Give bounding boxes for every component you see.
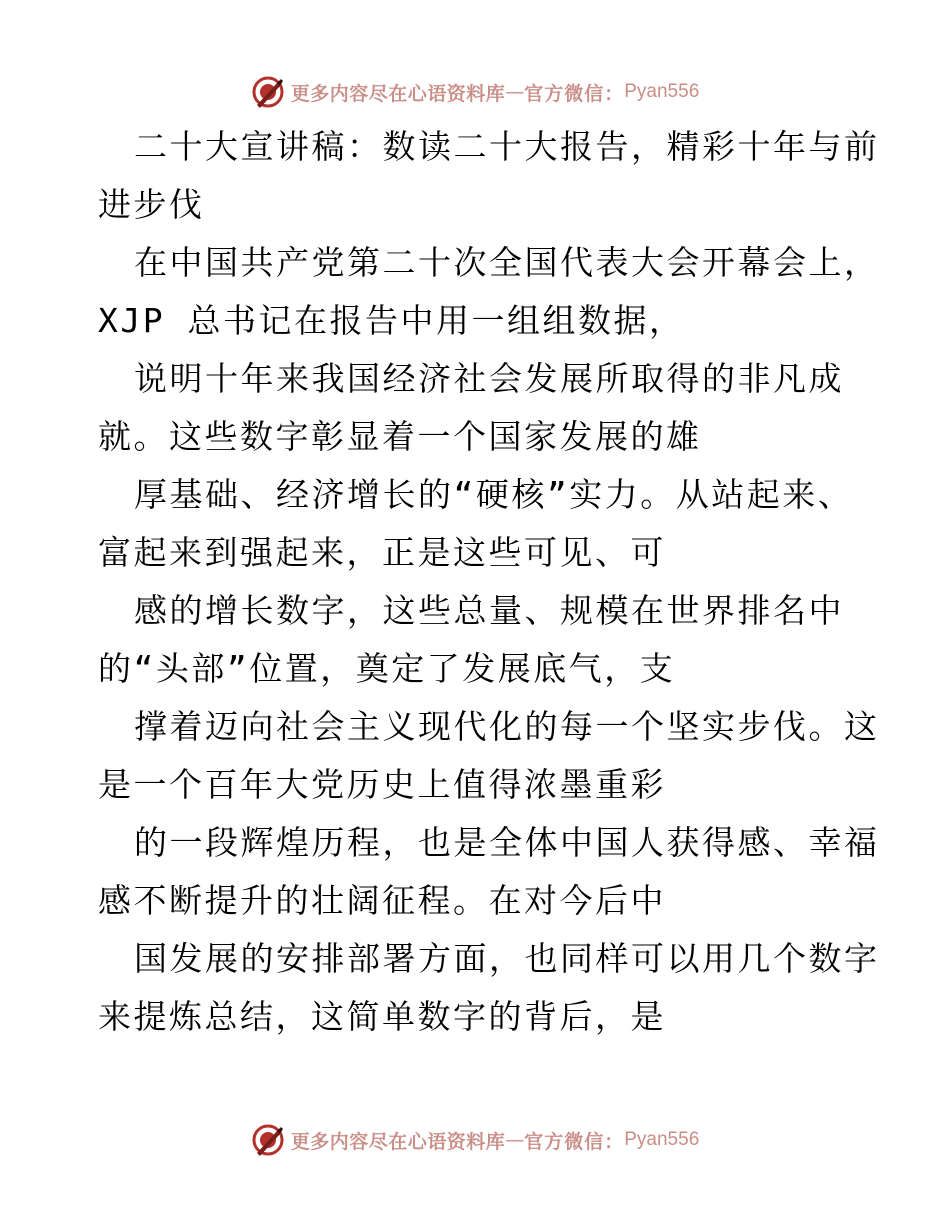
text-line: 国发展的安排部署方面，也同样可以用几个数字 <box>134 939 880 978</box>
text-line: 厚基础、经济增长的“硬核”实力。从站起来、 <box>134 475 854 514</box>
header-banner <box>0 72 950 112</box>
text-line: 来提炼总结，这简单数字的背后，是 <box>98 997 666 1036</box>
text-line: 是一个百年大党历史上值得浓墨重彩 <box>98 765 666 804</box>
footer-banner <box>0 1120 950 1160</box>
pen-circle-logo-icon <box>251 1123 285 1157</box>
text-line: 在中国共产党第二十次全国代表大会开幕会上， <box>134 243 880 282</box>
text-line: 感的增长数字，这些总量、规模在世界排名中 <box>134 591 844 630</box>
text-line: 的一段辉煌历程，也是全体中国人获得感、幸福 <box>134 823 880 862</box>
document-body <box>98 118 880 1046</box>
banner-wechat-id: Pyan556 <box>624 1129 700 1150</box>
text-line: 撑着迈向社会主义现代化的每一个坚实步伐。这 <box>134 707 880 746</box>
pen-circle-logo-icon <box>251 75 285 109</box>
text-line: 富起来到强起来，正是这些可见、可 <box>98 533 666 572</box>
banner-wechat-id: Pyan556 <box>624 81 700 102</box>
banner-official-label: 官方微信： <box>524 82 625 105</box>
banner-dash: — <box>505 81 525 103</box>
banner-dash: — <box>505 1129 525 1151</box>
text-line: 说明十年来我国经济社会发展所取得的非凡成 <box>134 359 844 398</box>
text-line: 就。这些数字彰显着一个国家发展的雄 <box>98 417 702 456</box>
text-line: 的“头部”位置，奠定了发展底气，支 <box>98 649 676 688</box>
banner-promo-text: 更多内容尽在心语资料库 <box>290 82 506 105</box>
text-line: 进步伐 <box>98 185 205 224</box>
text-line: 感不断提升的壮阔征程。在对今后中 <box>98 881 666 920</box>
text-line: 二十大宣讲稿：数读二十大报告，精彩十年与前 <box>134 127 880 166</box>
text-line: XJP 总书记在报告中用一组组数据， <box>98 301 685 340</box>
banner-promo-text: 更多内容尽在心语资料库 <box>290 1130 506 1153</box>
banner-official-label: 官方微信： <box>524 1130 625 1153</box>
